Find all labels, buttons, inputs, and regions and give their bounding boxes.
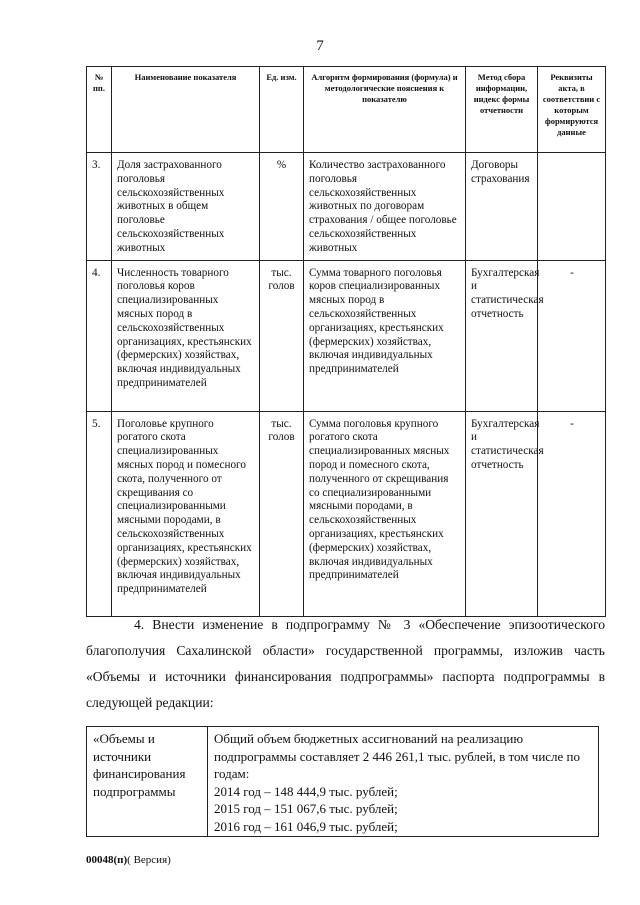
row-name: Поголовье крупного рогатого скота специализированных мясных пород и помесного скота, полученного от скрещивания со специализированными мясными породами, в сельскохозяйственных организациях, крестьянских (фермерских) хозяйствах, включая индивидуальных предпринимателей <box>112 411 260 616</box>
row-unit: тыс. голов <box>260 411 304 616</box>
row-num: 5. <box>87 411 112 616</box>
table-row <box>87 411 606 616</box>
finance-year-2015: 2015 год – 151 067,6 тыс. рублей; <box>214 801 398 816</box>
row-name: Численность товарного поголовья коров специализированных мясных пород в сельскохозяйственных организациях, крестьянских (фермерских) хозяйствах, включая индивидуальных предпринимателей <box>112 260 260 411</box>
table-row <box>87 260 606 411</box>
footer-version: ( Версия) <box>127 854 171 866</box>
header-num: № пп. <box>87 67 112 153</box>
finance-content <box>208 727 599 837</box>
table-row <box>87 153 606 261</box>
row-algorithm: Сумма поголовья крупного рогатого скота специализированных мясных пород и помесного скота, полученного от скрещивания со специализированными мясными породами, в сельскохозяйственных организациях, крестьянских (фермерских) хозяйствах, включая индивидуальных предпринимателей <box>304 411 466 616</box>
header-requisites: Реквизиты акта, в соответствии с которым формируются данные <box>538 67 606 153</box>
header-algorithm: Алгоритм формирования (формула) и методологические пояснения к показателю <box>304 67 466 153</box>
finance-intro: Общий объем бюджетных ассигнований на реализацию подпрограммы составляет 2 446 261,1 тыс. рублей, в том числе по годам: <box>214 731 581 781</box>
document-footer <box>86 854 171 866</box>
row-num: 4. <box>87 260 112 411</box>
row-algorithm: Сумма товарного поголовья коров специализированных мясных пород в сельскохозяйственных организациях, крестьянских (фермерских) хозяйствах, включая индивидуальных предпринимателей <box>304 260 466 411</box>
row-requisites <box>538 153 606 261</box>
row-name: Доля застрахованного поголовья сельскохозяйственных животных в общем поголовье сельскохозяйственных животных <box>112 153 260 261</box>
row-requisites: - <box>538 260 606 411</box>
finance-row <box>87 727 599 837</box>
row-unit: тыс. голов <box>260 260 304 411</box>
row-num: 3. <box>87 153 112 261</box>
row-unit: % <box>260 153 304 261</box>
finance-year-2016: 2016 год – 161 046,9 тыс. рублей; <box>214 818 398 834</box>
header-method: Метод сбора информации, индекс формы отчетности <box>466 67 538 153</box>
indicators-table <box>86 66 606 617</box>
header-name: Наименование показателя <box>112 67 260 153</box>
page-number: 7 <box>316 38 324 54</box>
finance-year-2014: 2014 год – 148 444,9 тыс. рублей; <box>214 783 398 799</box>
footer-code: 00048(п) <box>86 854 128 866</box>
row-method: Договоры страхования <box>466 153 538 261</box>
row-method: Бухгалтерская и статистическая отчетность <box>466 260 538 411</box>
finance-table <box>86 726 599 837</box>
amendment-paragraph: 4. Внести изменение в подпрограмму № 3 «Обеспечение эпизоотического благополучия Сахалинской области» государственной программы, изложив часть «Объемы и источники финансирования подпрограммы» паспорта подпрограммы в следующей редакции: <box>86 617 605 710</box>
row-algorithm: Количество застрахованного поголовья сельскохозяйственных животных по договорам страхования / общее поголовье сельскохозяйственных животных <box>304 153 466 261</box>
header-unit: Ед. изм. <box>260 67 304 153</box>
row-requisites: - <box>538 411 606 616</box>
finance-label: «Объемы и источники финансирования подпрограммы <box>87 727 208 837</box>
table-header-row <box>87 67 606 153</box>
row-method: Бухгалтерская и статистическая отчетность <box>466 411 538 616</box>
